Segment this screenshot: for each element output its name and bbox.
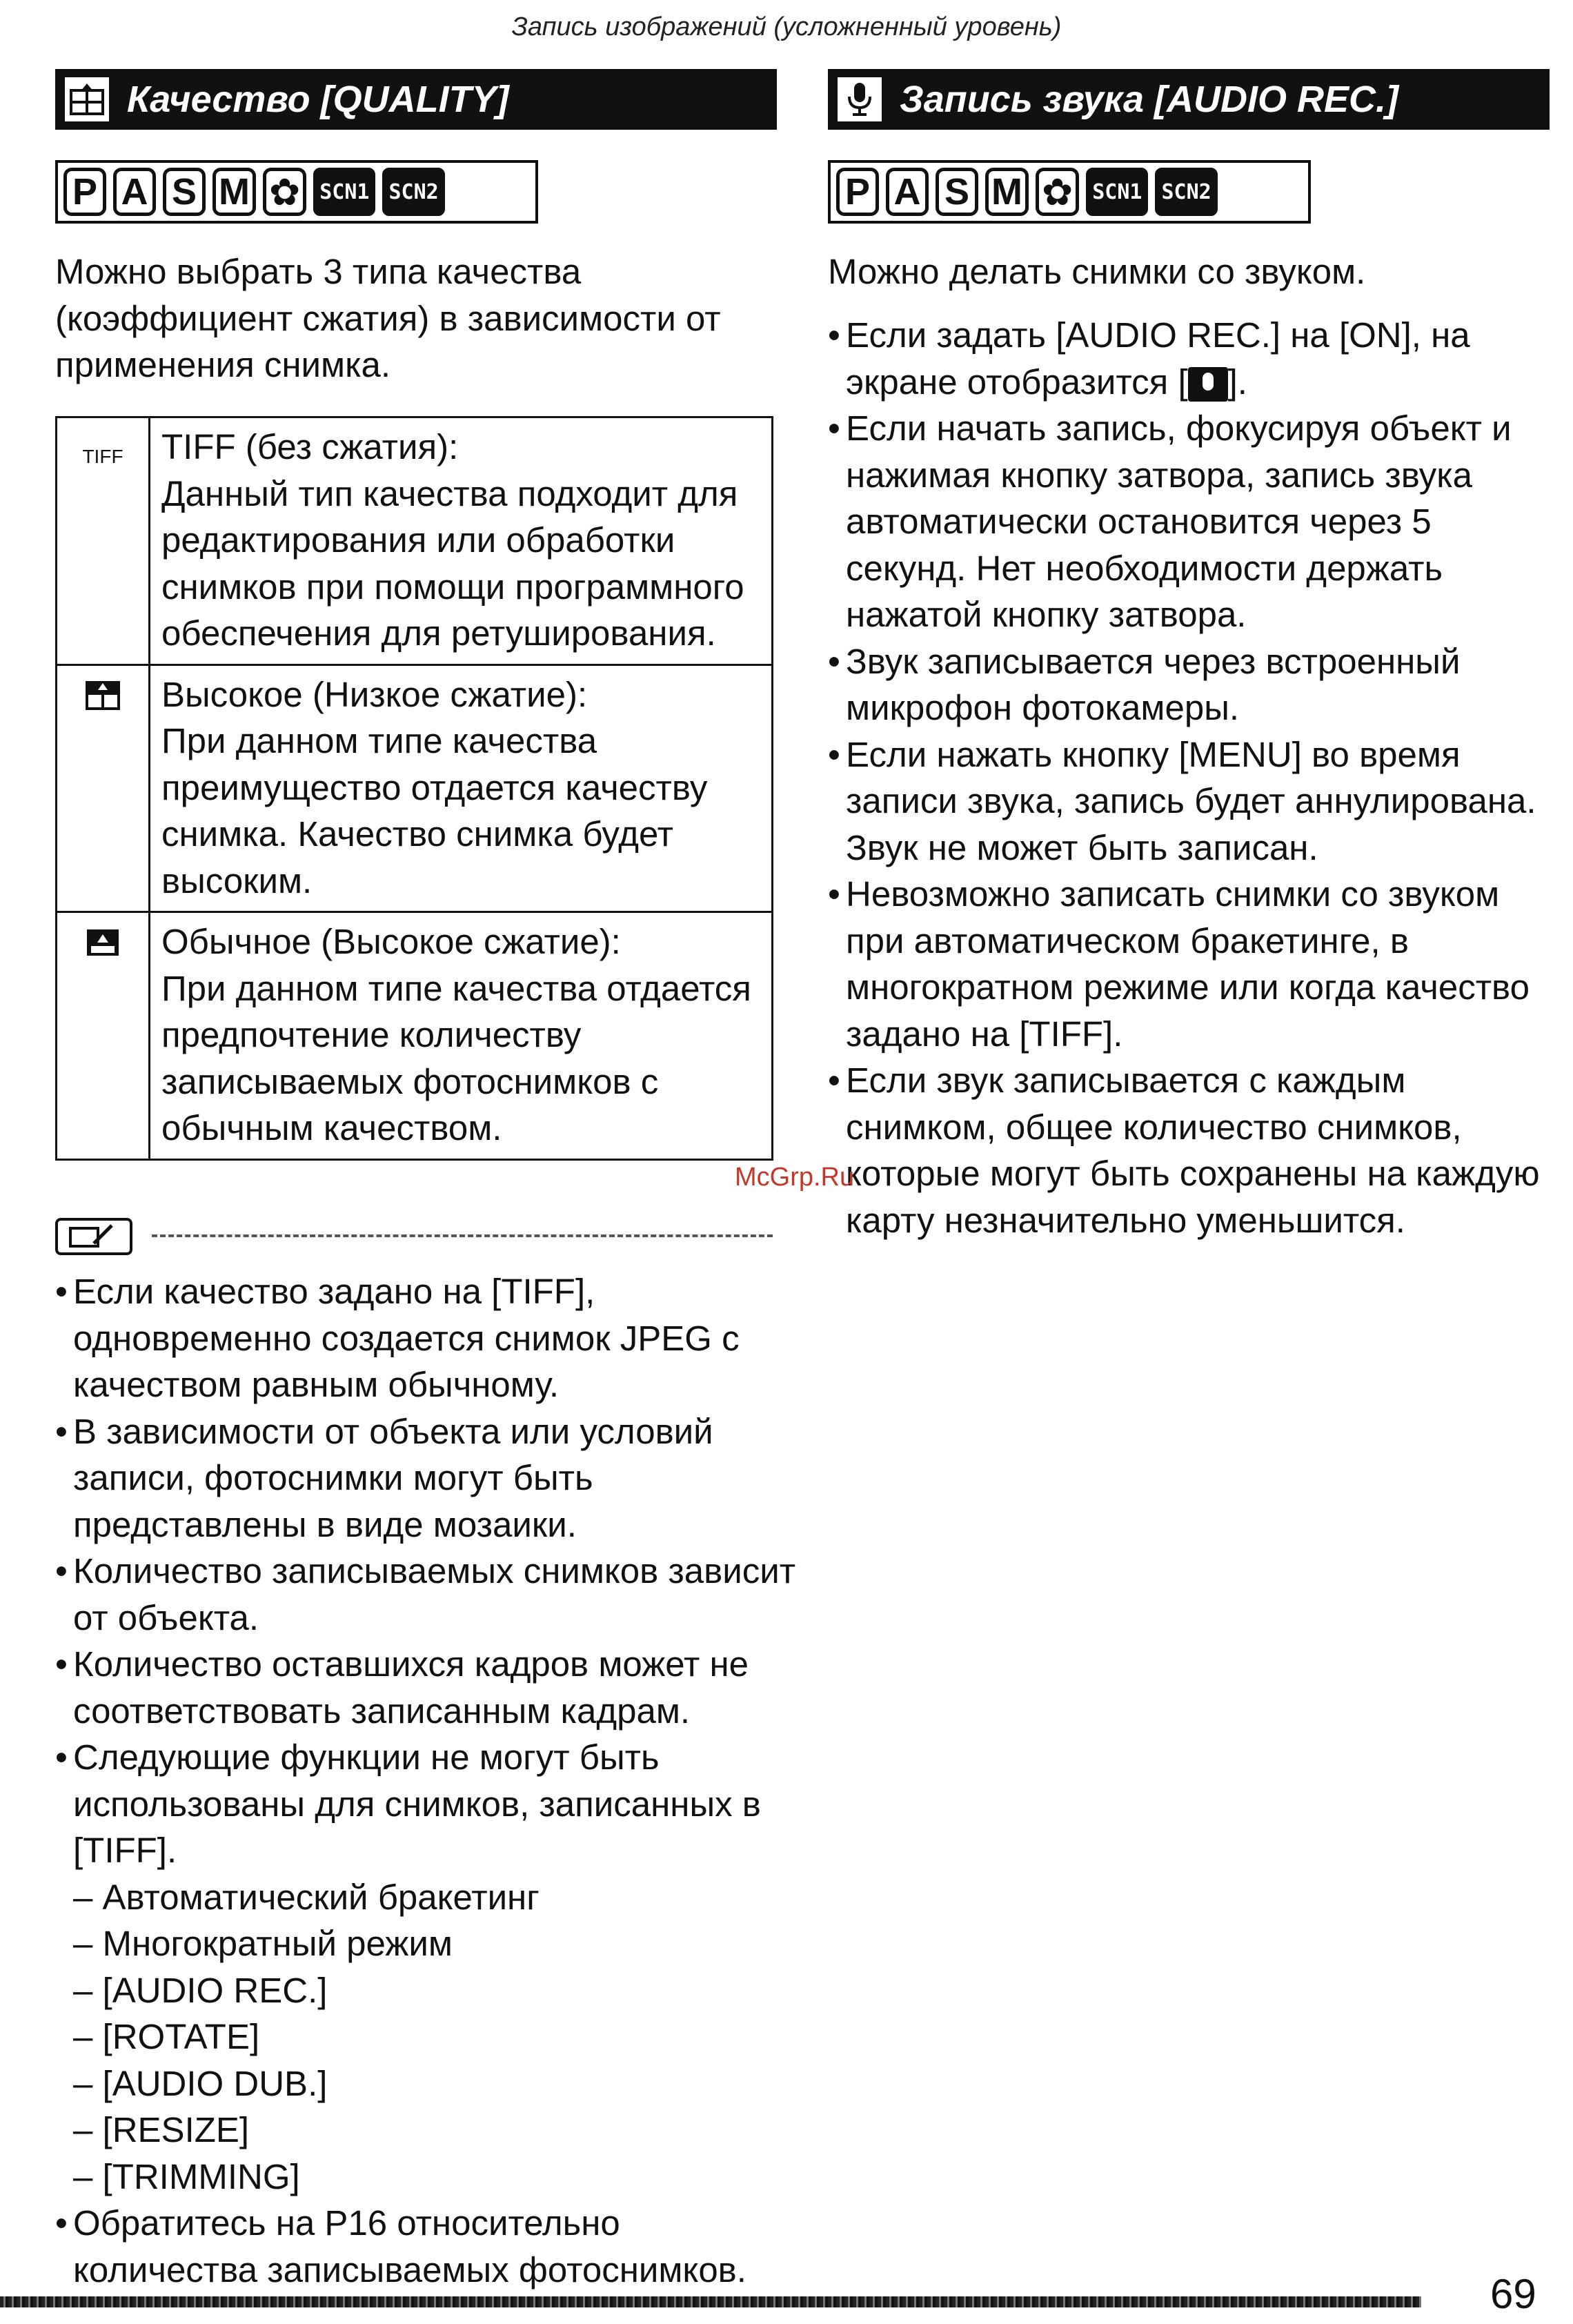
table-row bbox=[57, 417, 773, 665]
page-number: 69 bbox=[1490, 2271, 1536, 2317]
mode-scn2: SCN2 bbox=[382, 168, 444, 216]
row-heading: TIFF (без сжатия): bbox=[161, 427, 459, 466]
mode-a: A bbox=[886, 168, 929, 216]
audio-intro: Можно делать снимки со звуком. bbox=[828, 252, 1366, 291]
fine-quality-icon bbox=[57, 664, 150, 912]
note-divider bbox=[152, 1234, 773, 1237]
microphone-icon bbox=[838, 77, 882, 121]
quality-table bbox=[55, 416, 773, 1161]
list-item: – [ROTATE] bbox=[73, 2017, 260, 2056]
quality-section-bar bbox=[55, 69, 777, 130]
list-item: – [AUDIO REC.] bbox=[73, 1970, 328, 2010]
running-header: Запись изображений (усложненный уровень) bbox=[511, 12, 1062, 41]
standard-quality-icon bbox=[57, 912, 150, 1160]
row-text: Данный тип качества подходит для редактирования или обработки снимков при помощи программного обеспечения для ретуширования. bbox=[161, 473, 744, 653]
list-item: • Если качество задано на [TIFF], одновременно создается снимок JPEG с качеством равным обычному. bbox=[55, 1268, 800, 1408]
audio-section-bar bbox=[828, 69, 1550, 130]
mode-s: S bbox=[163, 168, 206, 216]
mode-scn2: SCN2 bbox=[1155, 168, 1217, 216]
mode-p: P bbox=[836, 168, 879, 216]
mode-scn1: SCN1 bbox=[313, 168, 375, 216]
quality-title: Качество [QUALITY] bbox=[127, 79, 509, 120]
mode-a: A bbox=[113, 168, 156, 216]
list-item: – [RESIZE] bbox=[73, 2110, 250, 2149]
mode-macro: ✿ bbox=[1036, 168, 1079, 216]
audio-rec-icon bbox=[1188, 367, 1228, 402]
list-item: • Обратитесь на P16 относительно количества записываемых фотоснимков. bbox=[55, 2200, 800, 2293]
list-item: • Если начать запись, фокусируя объект и нажимая кнопку затвора, запись звука автоматически остановится через 5 секунд. Нет необходимости держать нажатой кнопку затвора. bbox=[828, 405, 1545, 638]
footer-bar bbox=[0, 2296, 1421, 2307]
list-item: • Если нажать кнопку [MENU] во время записи звука, запись будет аннулирована. Звук не может быть записан. bbox=[828, 731, 1545, 872]
mode-macro: ✿ bbox=[263, 168, 306, 216]
row-heading: Высокое (Низкое сжатие): bbox=[161, 674, 588, 714]
table-row bbox=[57, 912, 773, 1160]
list-item: • В зависимости от объекта или условий записи, фотоснимки могут быть представлены в виде мозаики. bbox=[55, 1408, 800, 1548]
quality-fine-icon bbox=[65, 77, 109, 121]
watermark: McGrp.Ru bbox=[735, 1163, 855, 1192]
quality-notes bbox=[55, 1268, 800, 2293]
quality-intro: Можно выбрать 3 типа качества (коэффициент сжатия) в зависимости от применения снимка. bbox=[55, 252, 721, 384]
list-item: – [TRIMMING] bbox=[73, 2156, 300, 2196]
list-item: – Многократный режим bbox=[73, 1924, 453, 1963]
mode-scn1: SCN1 bbox=[1086, 168, 1148, 216]
row-text: При данном типе качества отдается предпочтение количеству записываемых фотоснимков с обычным качеством. bbox=[161, 968, 751, 1148]
list-item: • Если звук записывается с каждым снимком, общее количество снимков, которые могут быть сохранены на каждую карту незначительно уменьшится. bbox=[828, 1057, 1545, 1243]
audio-title: Запись звука [AUDIO REC.] bbox=[900, 79, 1398, 120]
list-item: – [AUDIO DUB.] bbox=[73, 2063, 328, 2103]
mode-m: M bbox=[985, 168, 1029, 216]
list-item: • Количество оставшихся кадров может не соответствовать записанным кадрам. bbox=[55, 1641, 800, 1734]
list-item: • Количество записываемых снимков зависит от объекта. bbox=[55, 1548, 800, 1641]
list-item: • Невозможно записать снимки со звуком при автоматическом бракетинге, в многократном режиме или когда качество задано на [TIFF]. bbox=[828, 871, 1545, 1057]
list-item: – Автоматический бракетинг bbox=[73, 1877, 540, 1917]
list-item: • Если задать [AUDIO REC.] на [ON], на экране отобразится [ ]. bbox=[828, 312, 1545, 405]
mode-s: S bbox=[936, 168, 978, 216]
list-item: • Звук записывается через встроенный микрофон фотокамеры. bbox=[828, 638, 1545, 731]
audio-bullets bbox=[828, 312, 1545, 1243]
list-item: • Следующие функции не могут быть использованы для снимков, записанных в [TIFF]. bbox=[55, 1734, 800, 1874]
audio-mode-indicator bbox=[828, 160, 1311, 224]
mode-p: P bbox=[63, 168, 106, 216]
mode-m: M bbox=[212, 168, 256, 216]
table-row bbox=[57, 664, 773, 912]
row-heading: Обычное (Высокое сжатие): bbox=[161, 922, 621, 961]
note-icon bbox=[55, 1218, 132, 1255]
quality-mode-indicator bbox=[55, 160, 538, 224]
tiff-icon: TIFF bbox=[57, 417, 150, 665]
row-text: При данном типе качества преимущество отдается качеству снимка. Качество снимка будет высоким. bbox=[161, 721, 708, 900]
